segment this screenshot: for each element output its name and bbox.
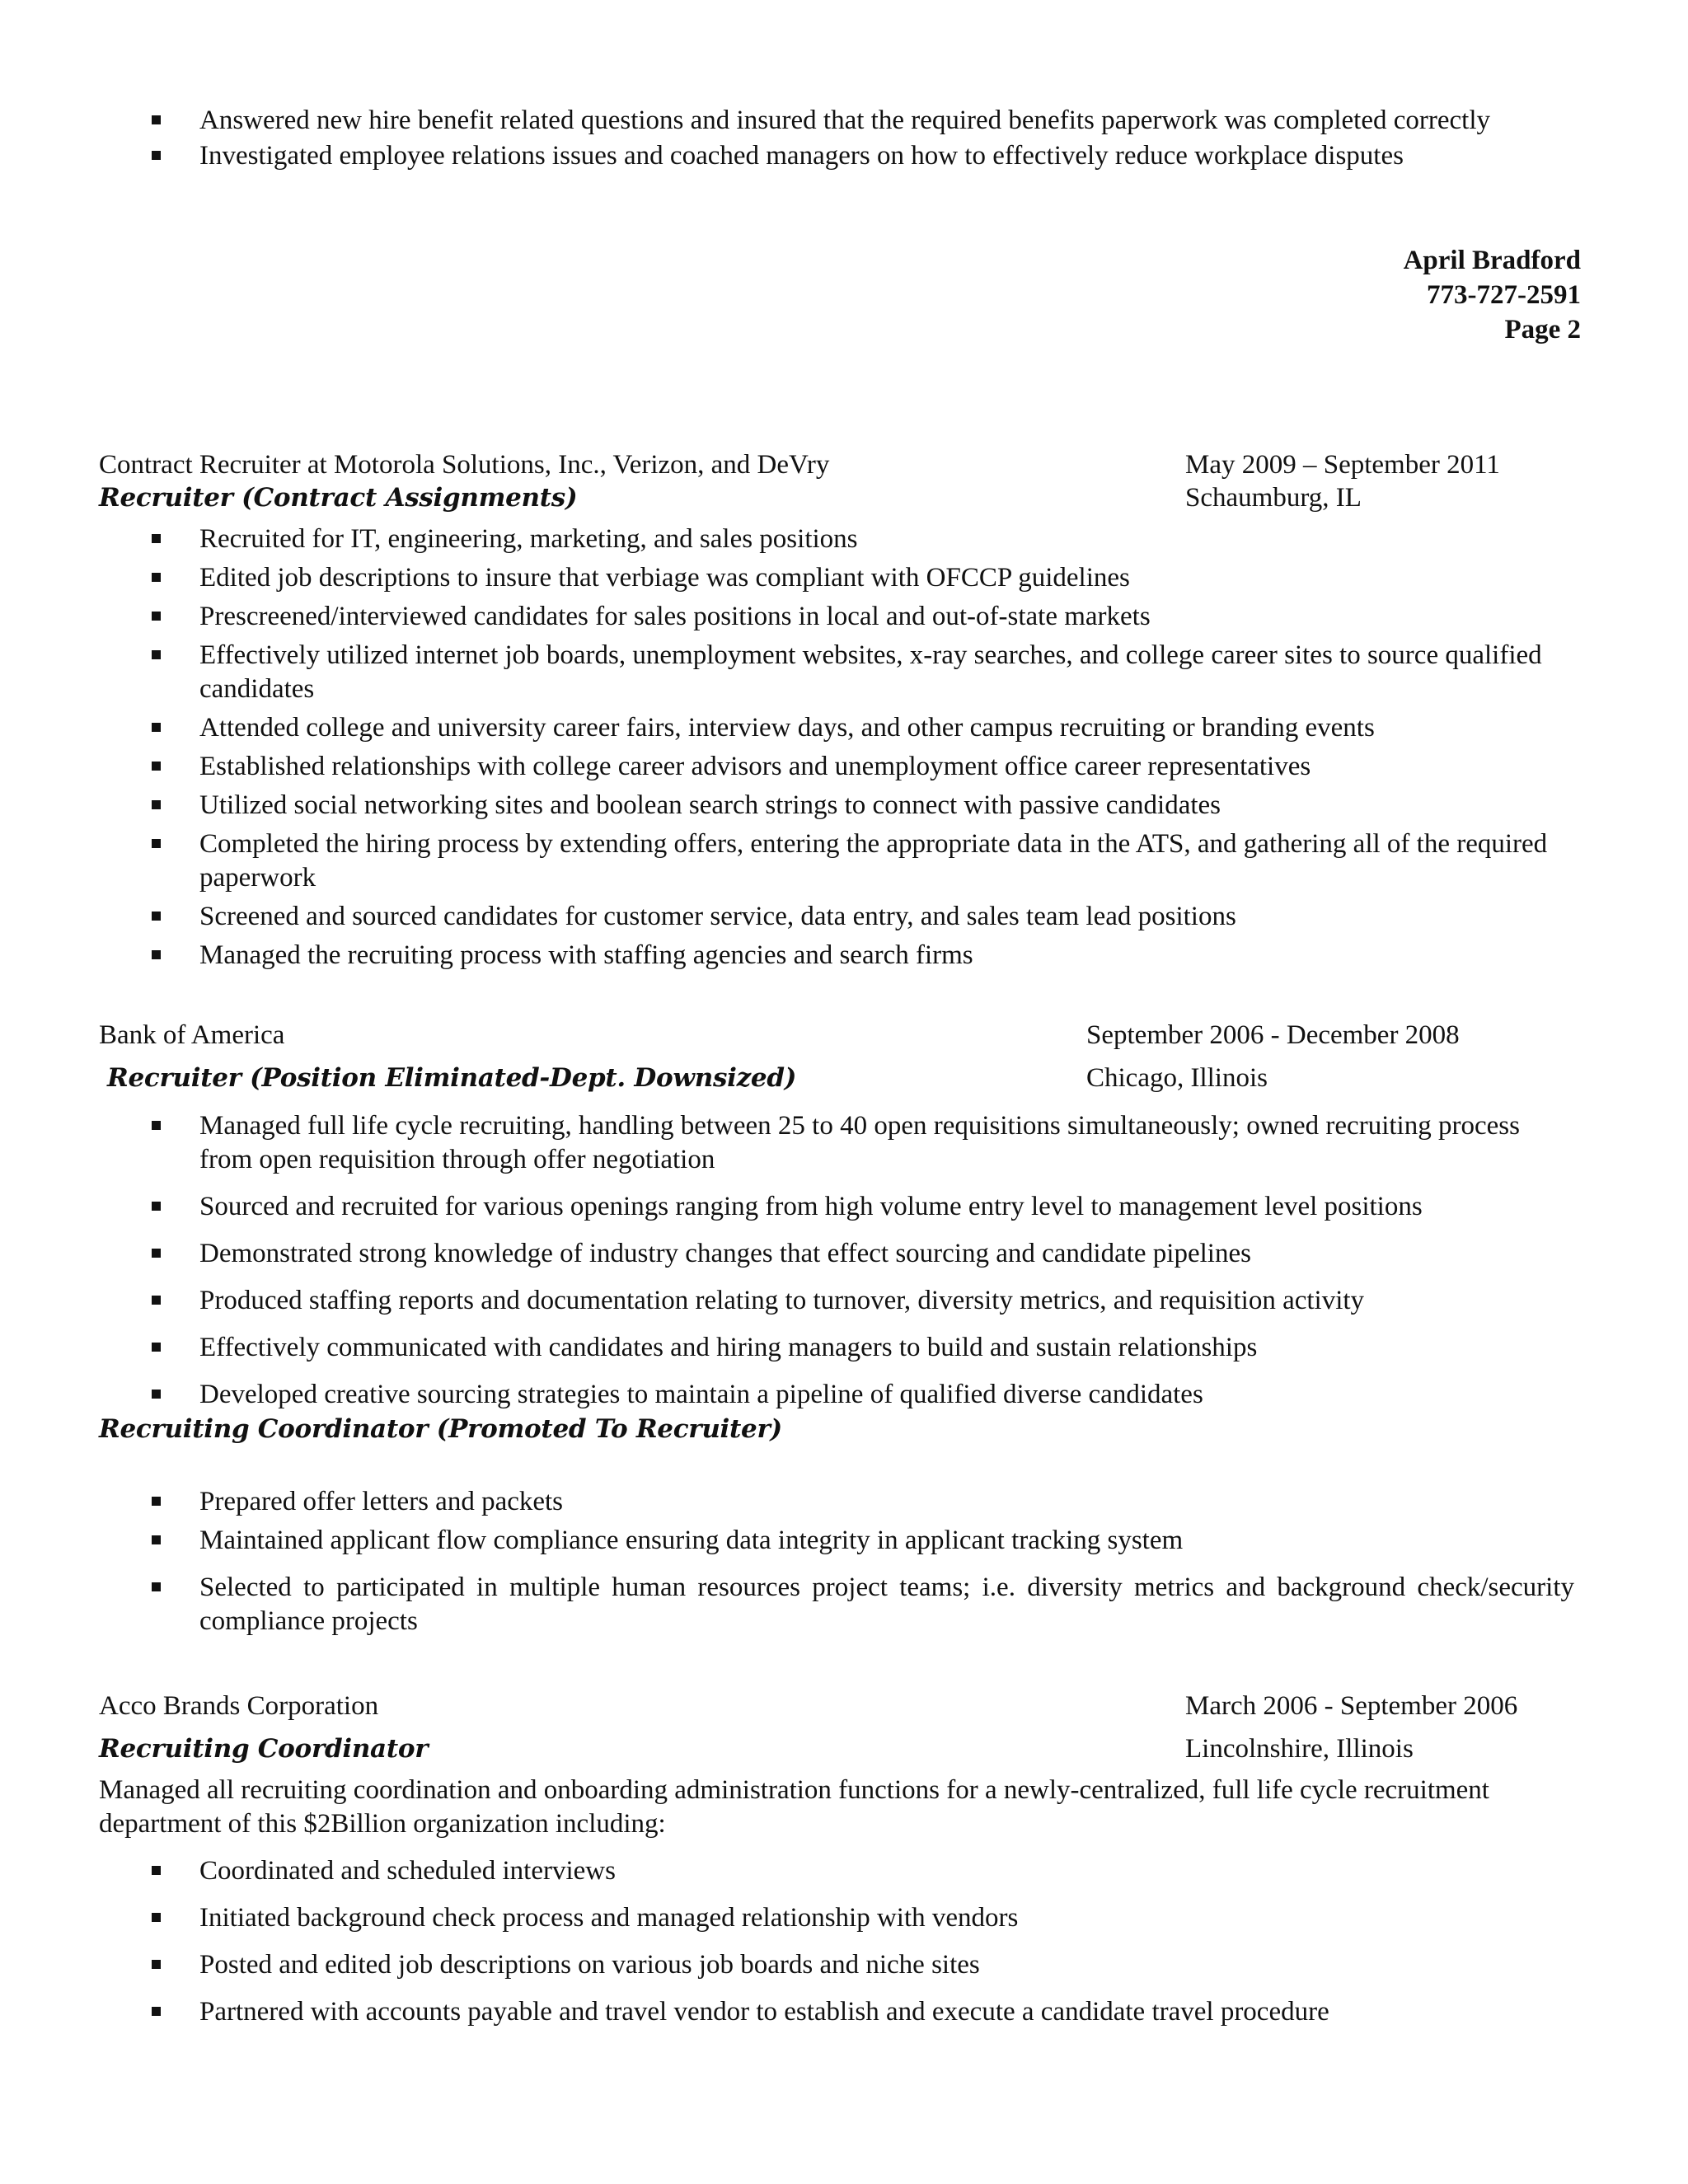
carryover-bullet-list xyxy=(99,104,1492,173)
list-item: Sourced and recruited for various openings ranging from high volume entry level to management level positions xyxy=(99,1190,1550,1224)
list-item: Attended college and university career fairs, interview days, and other campus recruiting or branding events xyxy=(99,711,1550,745)
list-item: Screened and sourced candidates for customer service, data entry, and sales team lead positions xyxy=(99,900,1550,934)
bullet-square-icon xyxy=(152,800,161,809)
list-item: Produced staffing reports and documentation relating to turnover, diversity metrics, and requisition activity xyxy=(99,1284,1550,1318)
list-item: Posted and edited job descriptions on various job boards and niche sites xyxy=(99,1948,1550,1982)
job-dates: May 2009 – September 2011 xyxy=(1185,450,1500,480)
bullet-square-icon xyxy=(152,1535,161,1544)
list-item: Recruited for IT, engineering, marketing, and sales positions xyxy=(99,523,1550,556)
list-item: Answered new hire benefit related questions and insured that the required benefits paperwork was completed correctly xyxy=(99,104,1492,138)
bullet-square-icon xyxy=(152,2007,161,2016)
bullet-square-icon xyxy=(152,115,161,124)
bullet-square-icon xyxy=(152,839,161,848)
job-title: Recruiter (Contract Assignments) xyxy=(99,483,578,513)
list-item: Edited job descriptions to insure that verbiage was compliant with OFCCP guidelines xyxy=(99,561,1550,595)
job-location: Schaumburg, IL xyxy=(1185,483,1362,513)
job-bullet-list xyxy=(99,1854,1550,2029)
job-summary: Managed all recruiting coordination and onboarding administration functions for a newly-centralized, full life cycle recruitment department of this $2Billion organization including: xyxy=(99,1775,1489,1839)
list-item: Developed creative sourcing strategies to maintain a pipeline of qualified diverse candidates xyxy=(99,1378,1550,1412)
bullet-square-icon xyxy=(152,650,161,659)
candidate-name: April Bradford xyxy=(1403,246,1581,275)
bullet-square-icon xyxy=(152,1296,161,1305)
list-item: Effectively utilized internet job boards, unemployment websites, x-ray searches, and college career sites to source qualified candidates xyxy=(99,639,1550,706)
list-item: Effectively communicated with candidates and hiring managers to build and sustain relationships xyxy=(99,1331,1550,1365)
bullet-square-icon xyxy=(152,1582,161,1591)
list-item: Established relationships with college career advisors and unemployment office career representatives xyxy=(99,750,1550,784)
job-title: Recruiter (Position Eliminated-Dept. Downsized) xyxy=(107,1063,797,1093)
job-bullet-list xyxy=(99,1485,1574,1638)
bullet-square-icon xyxy=(152,1202,161,1211)
list-item: Utilized social networking sites and boolean search strings to connect with passive candidates xyxy=(99,789,1550,823)
job-company: Bank of America xyxy=(99,1020,285,1050)
list-item: Selected to participated in multiple human resources project teams; i.e. diversity metrics and background check/security compliance projects xyxy=(99,1571,1574,1638)
bullet-square-icon xyxy=(152,1866,161,1875)
job-company: Acco Brands Corporation xyxy=(99,1691,379,1721)
job-dates: September 2006 - December 2008 xyxy=(1086,1020,1460,1050)
list-item: Prescreened/interviewed candidates for sales positions in local and out-of-state markets xyxy=(99,600,1550,634)
bullet-square-icon xyxy=(152,762,161,771)
bullet-square-icon xyxy=(152,723,161,732)
bullet-square-icon xyxy=(152,1121,161,1130)
job-title: Recruiting Coordinator (Promoted To Recruiter) xyxy=(99,1414,782,1444)
bullet-square-icon xyxy=(152,534,161,543)
bullet-square-icon xyxy=(152,1249,161,1258)
list-item: Managed full life cycle recruiting, handling between 25 to 40 open requisitions simultaneously; owned recruiting process from open requisition through offer negotiation xyxy=(99,1109,1550,1177)
list-item: Demonstrated strong knowledge of industry changes that effect sourcing and candidate pipelines xyxy=(99,1237,1550,1271)
bullet-square-icon xyxy=(152,950,161,959)
bullet-square-icon xyxy=(152,573,161,582)
job-location: Lincolnshire, Illinois xyxy=(1185,1734,1414,1764)
bullet-square-icon xyxy=(152,1497,161,1506)
list-item: Partnered with accounts payable and travel vendor to establish and execute a candidate travel procedure xyxy=(99,1995,1550,2029)
job-company: Contract Recruiter at Motorola Solutions, Inc., Verizon, and DeVry xyxy=(99,450,830,480)
job-location: Chicago, Illinois xyxy=(1086,1063,1268,1093)
list-item: Investigated employee relations issues and coached managers on how to effectively reduce workplace disputes xyxy=(99,139,1492,173)
bullet-square-icon xyxy=(152,1913,161,1922)
list-item: Maintained applicant flow compliance ensuring data integrity in applicant tracking system xyxy=(99,1524,1574,1558)
list-item: Prepared offer letters and packets xyxy=(99,1485,1574,1519)
job-bullet-list xyxy=(99,1109,1550,1412)
page-number: Page 2 xyxy=(1504,315,1581,344)
page-header xyxy=(1404,243,1581,347)
bullet-square-icon xyxy=(152,151,161,160)
bullet-square-icon xyxy=(152,912,161,921)
bullet-square-icon xyxy=(152,612,161,621)
list-item: Initiated background check process and managed relationship with vendors xyxy=(99,1901,1550,1935)
job-title: Recruiting Coordinator xyxy=(99,1734,429,1764)
bullet-square-icon xyxy=(152,1390,161,1399)
list-item: Completed the hiring process by extending offers, entering the appropriate data in the ATS, and gathering all of the required paperwork xyxy=(99,827,1550,895)
job-dates: March 2006 - September 2006 xyxy=(1185,1691,1518,1721)
bullet-square-icon xyxy=(152,1960,161,1969)
list-item: Managed the recruiting process with staffing agencies and search firms xyxy=(99,939,1550,972)
bullet-square-icon xyxy=(152,1343,161,1352)
job-bullet-list xyxy=(99,523,1550,972)
list-item: Coordinated and scheduled interviews xyxy=(99,1854,1550,1888)
candidate-phone: 773-727-2591 xyxy=(1427,280,1581,310)
